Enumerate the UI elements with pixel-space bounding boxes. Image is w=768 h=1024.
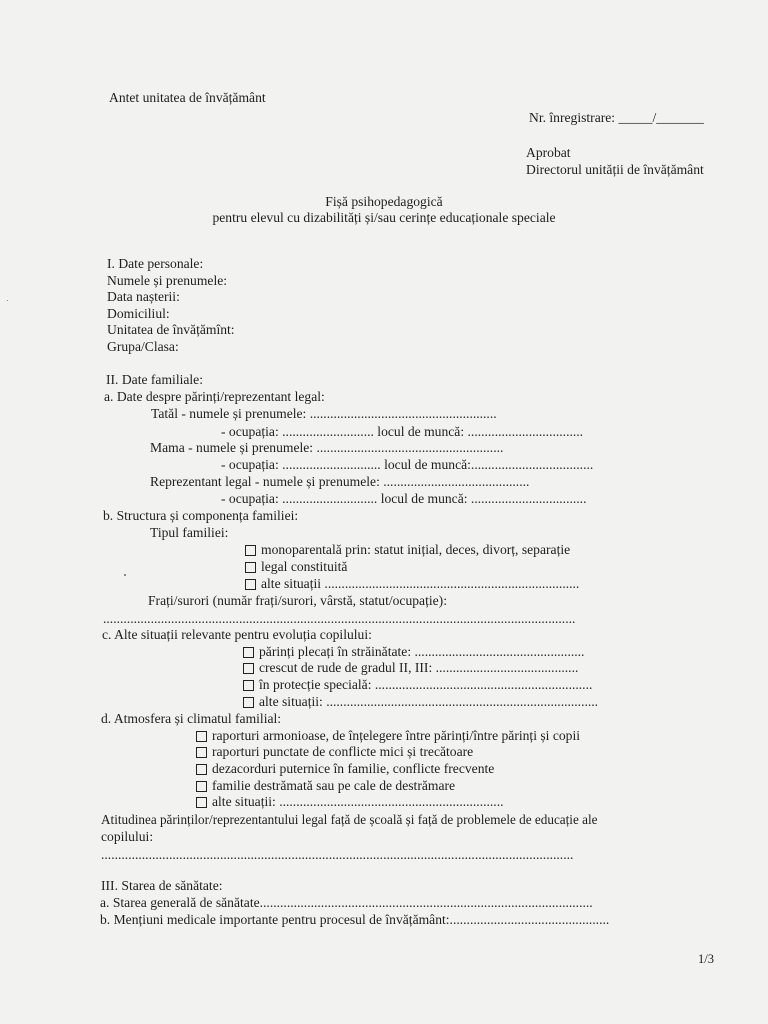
approved-label: Aprobat [526,145,571,160]
siblings-label: Frați/surori (număr frați/surori, vârstă, statut/ocupație): [148,593,447,608]
checkbox-harmonious[interactable] [196,731,207,742]
checkbox-special-protection[interactable] [243,680,254,691]
option-climate-other: alte situații: .................................................................. [212,794,504,809]
director-label: Directorul unității de învățământ [526,162,704,177]
checkbox-broken-family[interactable] [196,781,207,792]
checkbox-climate-other[interactable] [196,797,207,808]
option-other-situations: alte situații: ................................................................................ [259,694,599,709]
option-raised-by-relatives: crescut de rude de gradul II, III: .......................................... [259,660,579,675]
checkbox-parents-abroad[interactable] [243,647,254,658]
school-header: Antet unitatea de învățământ [109,90,266,105]
scan-speck [124,574,126,576]
option-harmonious: raporturi armonioase, de înțelegere între părinți/între părinți și copii [212,728,581,743]
attitude-dotted-line: ........................................................................................................................................... [101,847,574,862]
father-name-line: Tatăl - numele și prenumele: ....................................................... [151,406,497,421]
parents-attitude-label-cont: copilului: [101,829,154,844]
section-health-heading: III. Starea de sănătate: [101,878,223,893]
family-structure-heading: b. Structura și componența familiei: [103,508,299,523]
parents-heading: a. Date despre părinți/reprezentant legal: [104,389,325,404]
general-health-line: a. Starea generală de sănătate.................................................................................................. [100,895,593,910]
representative-job-line: - ocupația: ............................ locul de muncă: .................................. [221,491,587,506]
registration-number: Nr. înregistrare: _____/_______ [529,110,704,125]
family-climate-heading: d. Atmosfera și climatul familial: [101,711,282,726]
option-legal-family: legal constituită [261,559,348,574]
other-situations-heading: c. Alte situații relevante pentru evoluția copilului: [102,627,372,642]
section-family-heading: II. Date familiale: [106,372,203,387]
option-parents-abroad: părinți plecați în străinătate: .................................................. [259,644,585,659]
checkbox-single-parent[interactable] [245,545,256,556]
checkbox-family-other[interactable] [245,579,256,590]
siblings-dotted-line: ........................................................................................................................................... [103,611,576,626]
representative-name-line: Reprezentant legal - numele și prenumele: ........................................... [150,474,530,489]
field-full-name: Numele și prenumele: [107,273,228,288]
scan-speck [7,300,8,301]
field-class: Grupa/Clasa: [107,339,179,354]
checkbox-strong-disagreements[interactable] [196,764,207,775]
medical-notes-line: b. Mențiuni medicale importante pentru procesul de învățământ:............................................... [100,912,610,927]
option-minor-conflicts: raporturi punctate de conflicte mici și trecătoare [212,744,474,759]
option-family-other: alte situații ........................................................................... [261,576,580,591]
option-broken-family: familie destrămată sau pe cale de destrămare [212,778,456,793]
field-school: Unitatea de învățămînt: [107,322,235,337]
checkbox-minor-conflicts[interactable] [196,747,207,758]
checkbox-legal-family[interactable] [245,562,256,573]
option-single-parent: monoparentală prin: statut inițial, deces, divorț, separație [261,542,571,557]
checkbox-raised-by-relatives[interactable] [243,663,254,674]
form-title: Fișă psihopedagogică [325,194,443,209]
mother-name-line: Mama - numele și prenumele: ....................................................... [150,440,504,455]
field-birth-date: Data nașterii: [107,289,180,304]
family-type-label: Tipul familiei: [150,525,229,540]
option-strong-disagreements: dezacorduri puternice în familie, conflicte frecvente [212,761,495,776]
mother-job-line: - ocupația: ............................. locul de muncă:.................................... [221,457,594,472]
field-address: Domiciliul: [107,306,170,321]
checkbox-other-situations[interactable] [243,697,254,708]
option-special-protection: în protecție specială: ................................................................ [259,677,593,692]
father-job-line: - ocupația: ........................... locul de muncă: .................................. [221,424,584,439]
section-personal-heading: I. Date personale: [107,256,204,271]
parents-attitude-label: Atitudinea părinților/reprezentantului legal față de școală și față de problemele de educație ale [101,812,598,827]
form-subtitle: pentru elevul cu dizabilități și/sau cerințe educaționale speciale [212,210,556,225]
page-number: 1/3 [698,952,714,966]
